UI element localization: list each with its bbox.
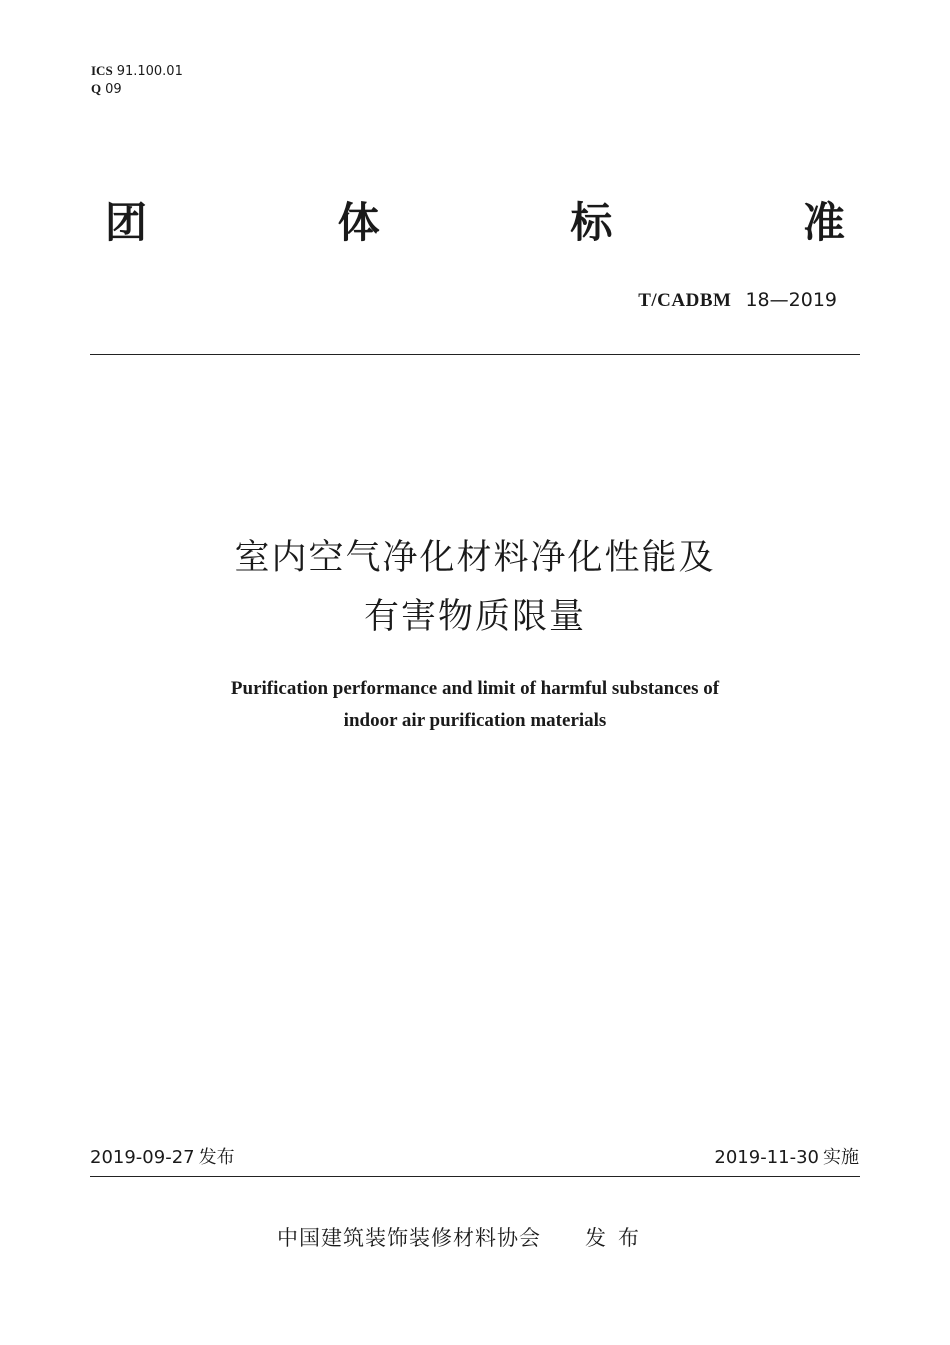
ccs-label: Q (91, 81, 102, 96)
publisher-action: 发布 (585, 1226, 651, 1250)
implementation-date-value: 2019-11-30 (714, 1147, 819, 1168)
publisher-line (277, 1224, 651, 1252)
chinese-title-line-2: 有害物质限量 (363, 597, 586, 637)
standard-type-char: 准 (802, 198, 845, 247)
standard-number-value: 18—2019 (745, 289, 837, 311)
issue-date-value: 2019-09-27 (90, 1147, 195, 1168)
footer-divider (90, 1176, 860, 1177)
ics-code: 91.100.01 (116, 64, 183, 79)
ics-line (91, 62, 183, 80)
standard-type-char: 体 (337, 198, 380, 247)
standard-number (638, 288, 837, 313)
issue-date-label: 发布 (198, 1147, 235, 1168)
issue-date (90, 1146, 235, 1170)
standard-type-char: 团 (105, 198, 148, 247)
implementation-date-label: 实施 (823, 1147, 859, 1168)
chinese-title-line-1: 室内空气净化材料净化性能及 (234, 538, 716, 578)
standard-number-prefix: T/CADBM (638, 290, 732, 311)
header-divider (90, 354, 860, 355)
ics-label: ICS (91, 63, 113, 78)
ccs-code: 09 (105, 82, 122, 97)
ccs-line (91, 80, 183, 98)
standard-type-char: 标 (570, 198, 613, 247)
standard-type-heading (105, 196, 845, 250)
implementation-date (714, 1146, 859, 1170)
publisher-organization: 中国建筑装饰装修材料协会 (277, 1226, 541, 1250)
english-title-line-1: Purification performance and limit of harmful substances of (230, 678, 720, 699)
english-title-line-2: indoor air purification materials (343, 710, 607, 731)
classification-codes (91, 62, 183, 98)
